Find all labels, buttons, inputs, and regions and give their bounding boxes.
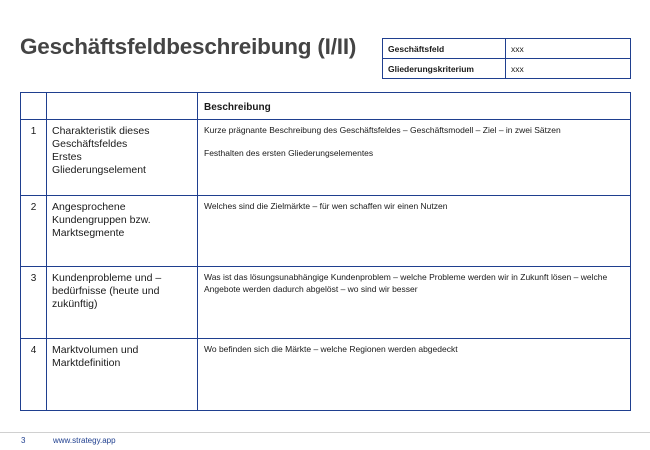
row-description-line: Kurze prägnante Beschreibung des Geschäftsfeldes – Geschäftsmodell – Ziel – in zwei Sätzen [204, 125, 561, 135]
row-label [47, 196, 198, 267]
row-description-line: Festhalten des ersten Gliederungselementes [204, 148, 374, 158]
row-description-line: Was ist das lösungsunabhängige Kundenproblem – welche Probleme werden wir in Zukunft lösen – welche Angebote werden dadurch abgelöst – wo sind wir besser [204, 272, 608, 294]
row-label [47, 339, 198, 411]
row-label-line: Angesprochene [52, 201, 126, 213]
meta-row [383, 59, 631, 79]
meta-row [383, 39, 631, 59]
table-row [21, 196, 631, 267]
meta-label: Geschäftsfeld [383, 39, 506, 59]
row-description-line: Wo befinden sich die Märkte – welche Regionen werden abgedeckt [204, 344, 458, 354]
row-label-line: zukünftig) [52, 298, 98, 310]
row-description [198, 120, 631, 196]
row-label-line: Marktdefinition [52, 357, 121, 369]
row-label-line: Kundengruppen bzw. [52, 214, 151, 226]
meta-value: xxx [506, 59, 631, 79]
row-label-line: Kundenprobleme und – [52, 272, 162, 284]
row-label [47, 120, 198, 196]
row-number: 1 [21, 120, 47, 196]
footer-divider [0, 432, 650, 433]
row-description [198, 339, 631, 411]
row-label [47, 267, 198, 339]
description-table [20, 92, 631, 411]
row-label-line: Erstes [52, 151, 82, 163]
row-label-line: Geschäftsfeldes [52, 138, 128, 150]
row-number: 4 [21, 339, 47, 411]
row-description [198, 267, 631, 339]
row-label-line: Marktvolumen und [52, 344, 139, 356]
row-number: 2 [21, 196, 47, 267]
page-title: Geschäftsfeldbeschreibung (I/II) [20, 34, 357, 59]
column-header-description: Beschreibung [204, 102, 271, 113]
meta-table [382, 38, 631, 79]
header-cell-number [21, 93, 47, 120]
row-label-line: Gliederungselement [52, 164, 146, 176]
header-cell-description [198, 93, 631, 120]
row-label-line: bedürfnisse (heute und [52, 285, 160, 297]
table-header-row [21, 93, 631, 120]
row-description [198, 196, 631, 267]
table-row [21, 339, 631, 411]
meta-value: xxx [506, 39, 631, 59]
row-number: 3 [21, 267, 47, 339]
page-number: 3 [21, 436, 26, 445]
row-label-line: Charakteristik dieses [52, 125, 150, 137]
meta-label: Gliederungskriterium [383, 59, 506, 79]
row-label-line: Marktsegmente [52, 227, 125, 239]
header-cell-label [47, 93, 198, 120]
table-row [21, 267, 631, 339]
row-description-line: Welches sind die Zielmärkte – für wen schaffen wir einen Nutzen [204, 201, 448, 211]
footer-url: www.strategy.app [53, 436, 116, 445]
table-row [21, 120, 631, 196]
